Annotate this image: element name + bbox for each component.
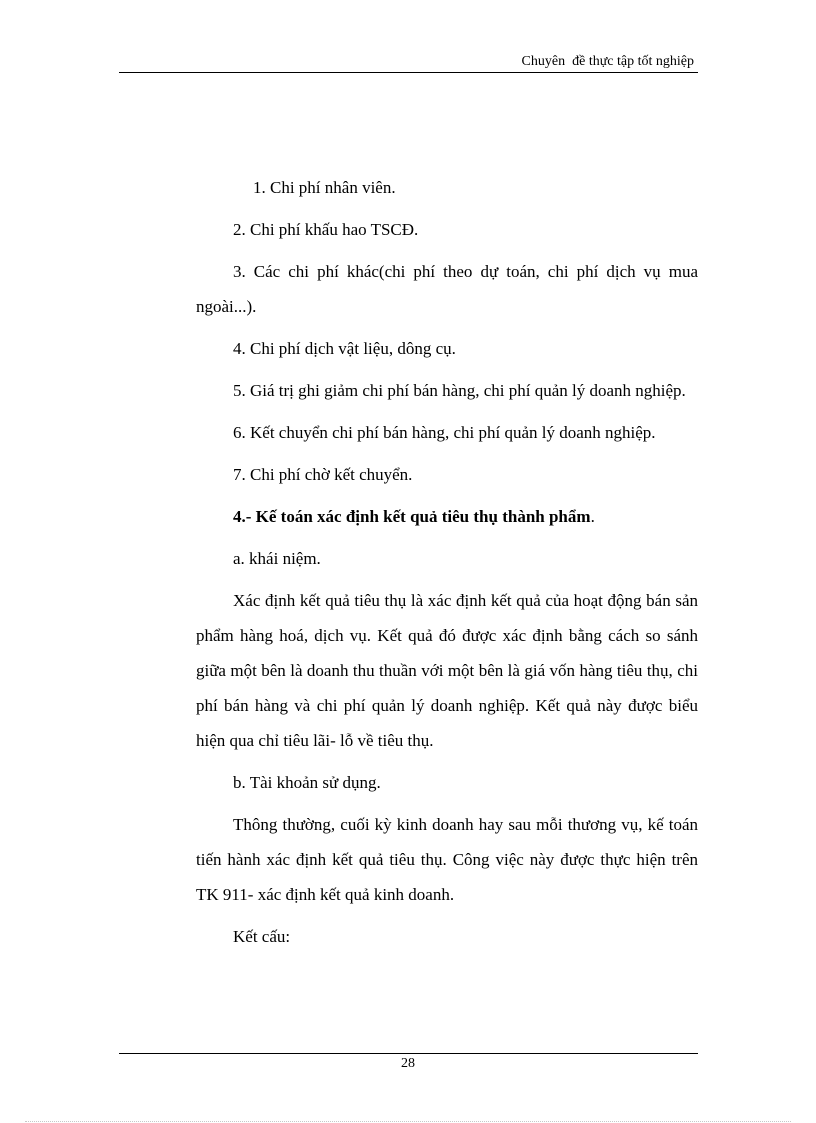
list-item: 2. Chi phí khấu hao TSCĐ. [233,220,419,239]
section-heading-period: . [590,507,595,526]
subheading-account: b. Tài khoản sử dụng. [233,773,381,792]
footer-divider [119,1053,698,1054]
page-number: 28 [401,1056,415,1071]
paragraph-concept: Xác định kết quả tiêu thụ là xác định kết quả của hoạt động bán sản phẩm hàng hoá, dịch vụ. Kết quả đó được xác định bằng cách so sánh giữa một bên là doanh thu thuần với một bên là giá vốn hàng tiêu thụ, chi phí bán hàng và chi phí quản lý doanh nghiệp. Kết quả này được biểu hiện qua chỉ tiêu lãi- lỗ về tiêu thụ. [196,591,698,750]
section-heading-text: 4.- Kế toán xác định kết quả tiêu thụ thành phẩm [233,507,591,526]
running-header: Chuyên đề thực tập tốt nghiệp [521,54,694,69]
structure-label: Kết cấu: [233,927,291,946]
document-body [196,170,698,961]
list-item: 5. Giá trị ghi giảm chi phí bán hàng, chi phí quản lý doanh nghiệp. [233,381,686,400]
list-item: 6. Kết chuyển chi phí bán hàng, chi phí quản lý doanh nghiệp. [233,423,656,442]
paragraph-account: Thông thường, cuối kỳ kinh doanh hay sau mỗi thương vụ, kế toán tiến hành xác định kết quả tiêu thụ. Công việc này được thực hiện trên TK 911- xác định kết quả kinh doanh. [196,815,698,904]
header-divider [119,72,698,73]
list-item: 3. Các chi phí khác(chi phí theo dự toán, chi phí dịch vụ mua ngoài...). [196,262,698,316]
subheading-concept: a. khái niệm. [233,549,321,568]
page-edge-divider [25,1121,791,1122]
list-item: 1. Chi phí nhân viên. [253,178,396,197]
list-item: 4. Chi phí dịch vật liệu, dông cụ. [233,339,456,358]
section-heading [196,499,698,534]
list-item: 7. Chi phí chờ kết chuyển. [233,465,413,484]
